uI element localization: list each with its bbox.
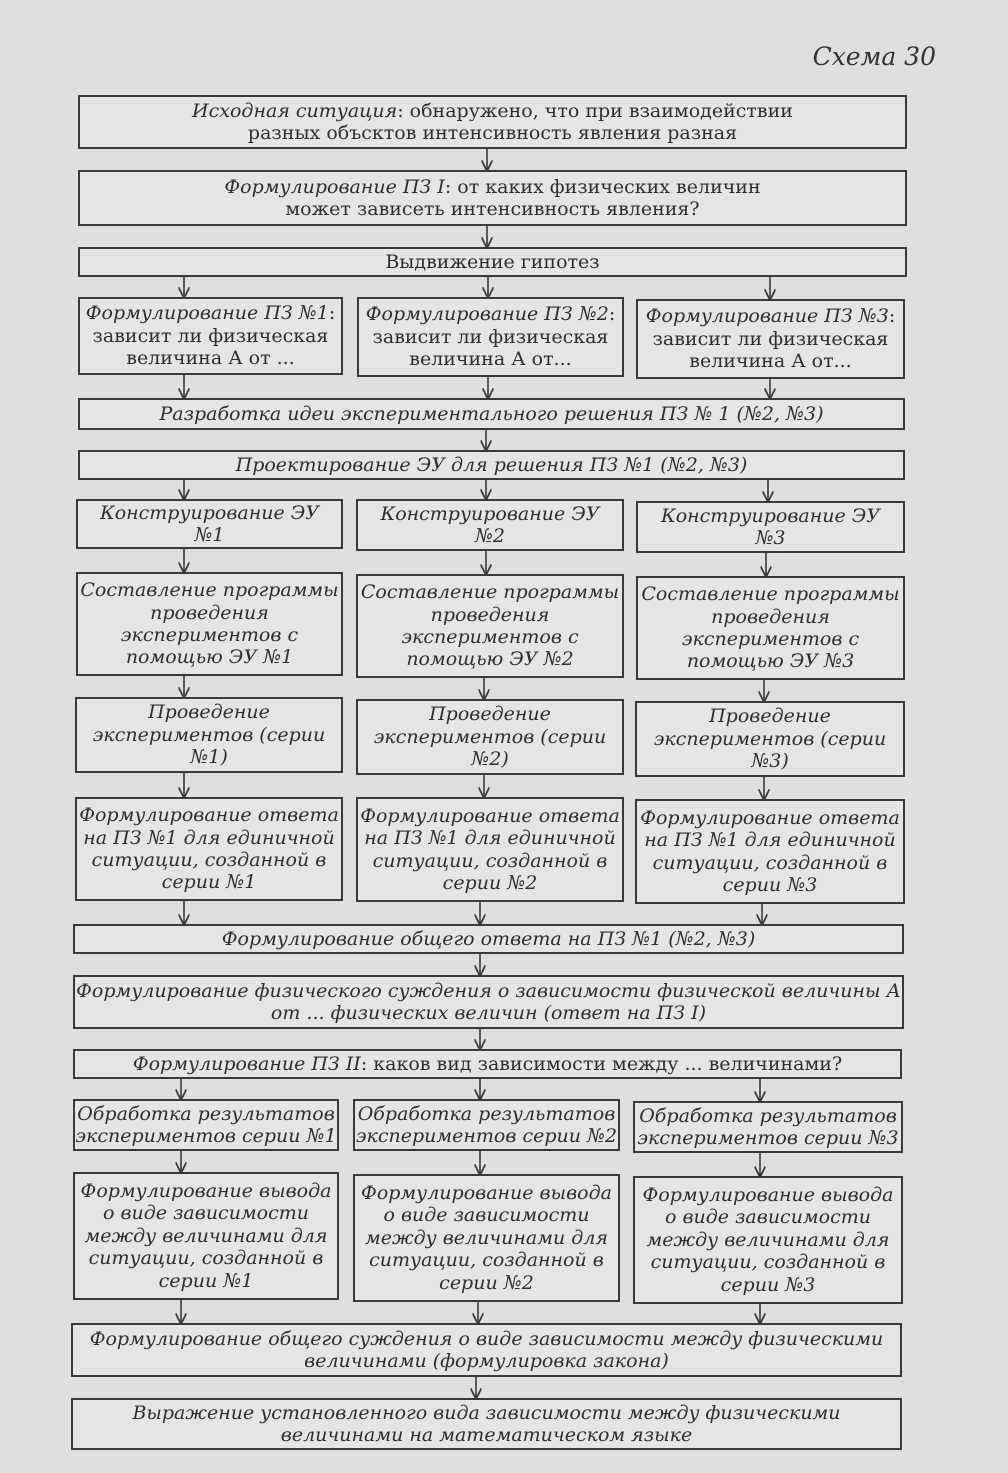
program-2-line-3: экспериментов с xyxy=(401,626,579,648)
general-answer-text: Формулирование общего ответа на ПЗ №1 (№2, №3) xyxy=(221,927,756,950)
conclusion-3-line-1: Формулирование вывода xyxy=(642,1183,894,1206)
program-3-line-4: помощью ЭУ №3 xyxy=(686,650,855,673)
initial-situation-text-1: : обнаружено, что при взаимодействии xyxy=(397,99,793,122)
processing-1-line-1: Обработка результатов xyxy=(77,1102,335,1125)
math-line-1: Выражение установленного вида зависимости между физическими xyxy=(132,1401,841,1424)
conclusion-2-line-2: о виде зависимости xyxy=(383,1204,590,1227)
answer-2-line-3: ситуации, созданной в xyxy=(372,849,608,872)
construct-3-line-2: №3 xyxy=(755,527,786,549)
conduct-2-line-3: №2) xyxy=(471,748,509,771)
pz-n1-line-3: величина А от ... xyxy=(126,347,295,370)
processing-3-line-1: Обработка результатов xyxy=(639,1104,897,1127)
conclusion-3-line-3: между величинами для xyxy=(646,1228,890,1251)
construct-3-line-1: Конструирование ЭУ xyxy=(660,504,881,527)
program-2-line-4: помощью ЭУ №2 xyxy=(406,648,574,671)
processing-2-line-1: Обработка результатов xyxy=(357,1102,616,1125)
pz-n2-line-2: зависит ли физическая xyxy=(372,325,609,348)
processing-2-line-2: экспериментов серии №2 xyxy=(355,1125,618,1147)
law-line-1: Формулирование общего суждения о виде зависимости между физическими xyxy=(89,1327,884,1350)
math-line-2: величинами на математическом языке xyxy=(280,1424,693,1446)
pz2-text: : каков вид зависимости между ... величинами? xyxy=(360,1052,843,1075)
pz-n1-colon: : xyxy=(328,302,336,325)
program-2-line-2: проведения xyxy=(430,603,550,626)
conclusion-2-line-1: Формулирование вывода xyxy=(361,1181,612,1204)
construct-1-line-1: Конструирование ЭУ xyxy=(99,501,320,524)
conclusion-3-line-2: о виде зависимости xyxy=(664,1206,872,1229)
conclusion-2-line-5: серии №2 xyxy=(439,1271,534,1294)
answer-2-line-2: на ПЗ №1 для единичной xyxy=(364,827,616,850)
answer-1-line-4: серии №1 xyxy=(161,871,257,894)
program-1-line-4: помощью ЭУ №1 xyxy=(125,646,294,669)
conclusion-1-line-1: Формулирование вывода xyxy=(80,1179,332,1202)
pz1-text-2: может зависеть интенсивность явления? xyxy=(285,198,700,220)
judgment-line-1: Формулирование физического суждения о зависимости физической величины А xyxy=(76,979,901,1002)
program-1-line-1: Составление программы xyxy=(80,579,339,602)
pz1-label: Формулирование ПЗ I xyxy=(224,175,445,198)
conclusion-1-line-2: о виде зависимости xyxy=(102,1202,310,1225)
answer-1-line-2: на ПЗ №1 для единичной xyxy=(83,826,335,849)
program-3-line-3: экспериментов с xyxy=(681,628,860,650)
conclusion-2-line-4: ситуации, созданной в xyxy=(369,1249,604,1272)
hypotheses-text: Выдвижение гипотез xyxy=(385,250,600,273)
pz-n2-line-3: величина А от... xyxy=(409,348,572,371)
program-3-line-2: проведения xyxy=(711,605,830,628)
program-2-line-1: Составление программы xyxy=(360,581,620,604)
pz-n3-line-2: зависит ли физическая xyxy=(652,327,889,350)
answer-2-line-4: серии №2 xyxy=(442,871,538,894)
answer-1-line-1: Формулирование ответа xyxy=(79,804,339,827)
initial-situation-label: Исходная ситуация xyxy=(192,99,398,122)
conduct-3-line-3: №3) xyxy=(751,750,789,773)
pz-n2-label: Формулирование ПЗ №2 xyxy=(365,303,609,326)
idea-text: Разработка идеи экспериментального решения ПЗ № 1 (№2, №3) xyxy=(159,402,824,425)
conclusion-3-line-5: серии №3 xyxy=(720,1273,816,1296)
conduct-1-line-3: №1) xyxy=(190,746,228,769)
program-1-line-3: экспериментов с xyxy=(120,624,299,646)
initial-situation-text-2: разных объсктов интенсивность явления разная xyxy=(247,122,738,144)
conclusion-1-line-5: серии №1 xyxy=(158,1269,254,1292)
conduct-3-line-2: экспериментов (серии xyxy=(653,727,887,750)
judgment-line-2: от ... физических величин (ответ на ПЗ I) xyxy=(270,1002,707,1024)
pz-n3-label: Формулирование ПЗ №3 xyxy=(645,305,889,328)
conduct-2-line-2: экспериментов (серии xyxy=(373,725,607,748)
conclusion-3-line-4: ситуации, созданной в xyxy=(650,1251,886,1274)
conduct-2-line-1: Проведение xyxy=(429,703,551,726)
law-line-2: величинами (формулировка закона) xyxy=(304,1350,669,1372)
conduct-3-line-1: Проведение xyxy=(709,705,831,728)
pz-n2-colon: : xyxy=(608,303,616,326)
program-1-line-2: проведения xyxy=(150,601,269,624)
processing-1-line-2: экспериментов серии №1 xyxy=(75,1125,337,1147)
conduct-1-line-2: экспериментов (серии xyxy=(92,723,326,746)
conclusion-1-line-3: между величинами для xyxy=(84,1224,328,1247)
construct-1-line-2: №1 xyxy=(194,524,225,546)
scheme-caption: Схема 30 xyxy=(812,42,936,71)
answer-3-line-1: Формулирование ответа xyxy=(640,806,900,829)
conduct-1-line-1: Проведение xyxy=(148,701,270,724)
construct-2-line-1: Конструирование ЭУ xyxy=(380,502,600,525)
pz-n3-colon: : xyxy=(888,305,896,328)
answer-3-line-2: на ПЗ №1 для единичной xyxy=(644,829,896,852)
pz1-text-1: : от каких физических величин xyxy=(444,175,761,198)
conclusion-2-line-3: между величинами для xyxy=(365,1226,608,1249)
program-3-line-1: Составление программы xyxy=(641,583,900,606)
answer-1-line-3: ситуации, созданной в xyxy=(91,849,327,871)
pz2-label: Формулирование ПЗ II xyxy=(132,1052,361,1075)
pz-n1-label: Формулирование ПЗ №1 xyxy=(85,302,329,325)
answer-3-line-4: серии №3 xyxy=(722,873,818,896)
processing-3-line-2: экспериментов серии №3 xyxy=(637,1127,899,1149)
conclusion-1-line-4: ситуации, созданной в xyxy=(88,1247,324,1270)
answer-2-line-1: Формулирование ответа xyxy=(360,804,620,827)
design-text: Проектирование ЭУ для решения ПЗ №1 (№2, №3) xyxy=(235,453,748,476)
construct-2-line-2: №2 xyxy=(474,525,506,547)
pz-n1-line-2: зависит ли физическая xyxy=(92,324,329,347)
answer-3-line-3: ситуации, созданной в xyxy=(652,851,888,874)
pz-n3-line-3: величина А от... xyxy=(689,350,852,373)
